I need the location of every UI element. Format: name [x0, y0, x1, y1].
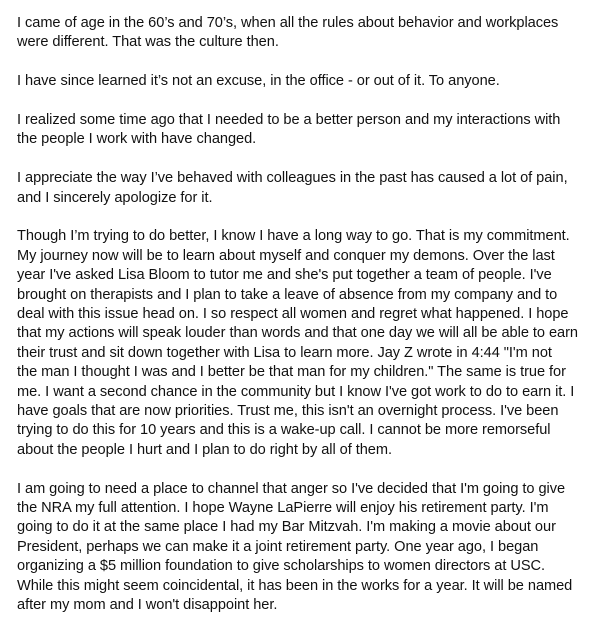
paragraph-2: I have since learned it’s not an excuse, in the office - or out of it. To anyone. — [17, 73, 500, 90]
paragraph-4: I appreciate the way I’ve behaved with colleagues in the past has caused a lot of pain, and I sincerely apologize for it. — [17, 170, 568, 206]
paragraph-6: I am going to need a place to channel that anger so I've decided that I'm going to give the NRA my full attention. I hope Wayne LaPierre will enjoy his retirement party. I'm going to do it at the same place I had my Bar Mitzvah. I'm making a movie about our President, perhaps we can make it a joint retirement party. One year ago, I began organizing a $5 million foundation to give scholarships to women directors at USC. While this might seem coincidental, it has been in the works for a year. It will be named after my mom and I won't disappoint her. — [17, 480, 573, 614]
paragraph-1: I came of age in the 60’s and 70’s, when all the rules about behavior and workplaces were different. That was the culture then. — [17, 15, 559, 51]
paragraph-3: I realized some time ago that I needed to be a better person and my interactions with the people I work with have changed. — [17, 112, 561, 148]
paragraph-5: Though I’m trying to do better, I know I have a long way to go. That is my commitment. My journey now will be to learn about myself and conquer my demons. Over the last year I've asked Lisa Bloom to tutor me and she's put together a team of people. I've brought on therapists and I plan to take a leave of absence from my company and to deal with this issue head on. I so respect all women and regret what happened. I hope that my actions will speak louder than words and that one day we will all be able to earn their trust and sit down together with Lisa to learn more. Jay Z wrote in 4:44 "I'm not the man I thought I was and I better be that man for my children." The same is true for me. I want a second chance in the community but I know I've got work to do to earn it. I have goals that are now priorities. Trust me, this isn't an overnight process. I've been trying to do this for 10 years and this is a wake-up call. I cannot be more remorseful about the people I hurt and I plan to do right by all of them. — [17, 228, 578, 458]
